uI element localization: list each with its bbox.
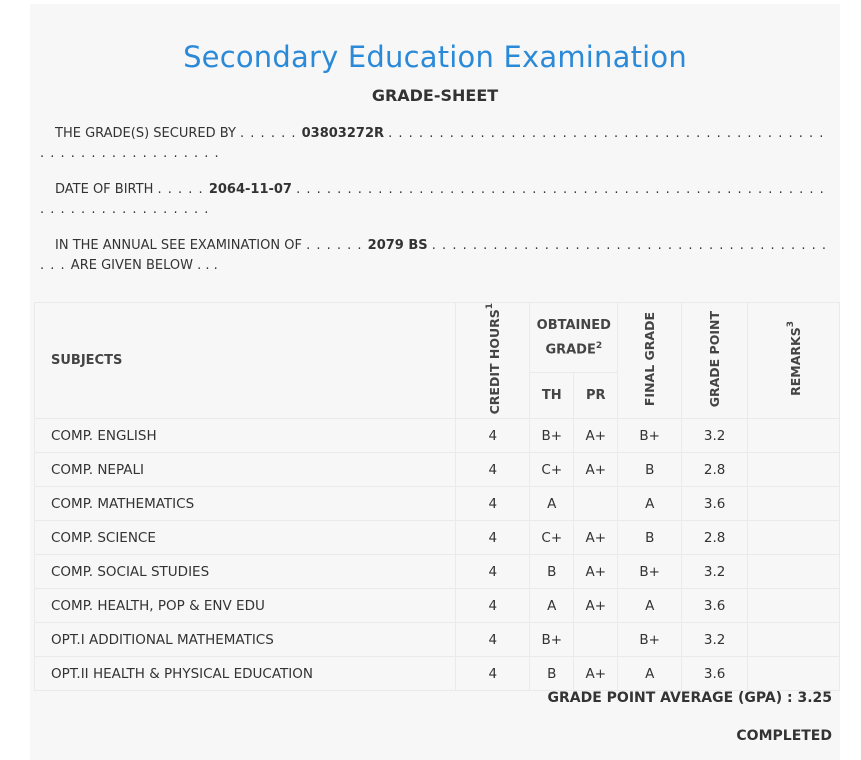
remarks-cell [748, 657, 840, 691]
header-final-grade: FINAL GRADE [618, 303, 682, 419]
grade-point-cell: 3.2 [682, 555, 748, 589]
gpa-label: GRADE POINT AVERAGE (GPA) : [547, 690, 793, 706]
table-row [35, 453, 840, 487]
header-obtained-grade: OBTAINED GRADE$^2$ [530, 303, 618, 373]
th-grade-cell: B [530, 657, 574, 691]
header-credit-hours: CREDIT HOURS$^1$ [456, 303, 530, 419]
remarks-cell [748, 453, 840, 487]
credit-cell: 4 [456, 521, 530, 555]
table-row [35, 555, 840, 589]
symbol-number: 03803272R [301, 126, 384, 141]
grade-point-cell: 3.2 [682, 623, 748, 657]
header-subjects: SUBJECTS [35, 303, 456, 419]
grades-table [34, 302, 840, 691]
th-grade-cell: C+ [530, 453, 574, 487]
remarks-cell [748, 589, 840, 623]
grade-point-cell: 3.6 [682, 589, 748, 623]
credit-cell: 4 [456, 487, 530, 521]
final-grade-cell: B [618, 521, 682, 555]
final-grade-cell: A [618, 487, 682, 521]
th-grade-cell: C+ [530, 521, 574, 555]
gpa-summary [548, 690, 833, 706]
grade-point-cell: 3.6 [682, 487, 748, 521]
th-grade-cell: B+ [530, 623, 574, 657]
grade-point-cell: 2.8 [682, 521, 748, 555]
exam-year: 2079 BS [367, 238, 428, 253]
th-grade-cell: A [530, 487, 574, 521]
final-grade-cell: B+ [618, 555, 682, 589]
table-row [35, 657, 840, 691]
page-subtitle: GRADE-SHEET [371, 86, 499, 105]
subject-cell: COMP. NEPALI [35, 453, 456, 487]
result-status: COMPLETED [736, 728, 832, 744]
final-grade-cell: B+ [618, 419, 682, 453]
subject-cell: COMP. HEALTH, POP & ENV EDU [35, 589, 456, 623]
remarks-cell [748, 555, 840, 589]
pr-grade-cell [574, 487, 618, 521]
credit-cell: 4 [456, 453, 530, 487]
final-grade-cell: A [618, 589, 682, 623]
subject-cell: OPT.I ADDITIONAL MATHEMATICS [35, 623, 456, 657]
secured-by-line: THE GRADE(S) SECURED BY . . . . . . 03803272R . . . . . . . . . . . . . . . . . . . . . . . . . . . . . . . . . . . . . . . . . . . . . . . . . . . . . . . . . . . . . [40, 126, 825, 161]
secured-by-label: THE GRADE(S) SECURED BY [55, 126, 236, 141]
subject-cell: COMP. SCIENCE [35, 521, 456, 555]
table-row [35, 521, 840, 555]
table-row [35, 419, 840, 453]
gpa-value: 3.25 [797, 690, 832, 706]
remarks-cell [748, 521, 840, 555]
table-row [35, 623, 840, 657]
pr-grade-cell: A+ [574, 657, 618, 691]
credit-cell: 4 [456, 419, 530, 453]
pr-grade-cell [574, 623, 618, 657]
th-grade-cell: B [530, 555, 574, 589]
grade-point-cell: 3.2 [682, 419, 748, 453]
credit-cell: 4 [456, 623, 530, 657]
credit-cell: 4 [456, 589, 530, 623]
exam-label: IN THE ANNUAL SEE EXAMINATION OF [55, 238, 302, 253]
subject-cell: COMP. ENGLISH [35, 419, 456, 453]
pr-grade-cell: A+ [574, 589, 618, 623]
final-grade-cell: B [618, 453, 682, 487]
exam-line: IN THE ANNUAL SEE EXAMINATION OF . . . . . . 2079 BS . . . . . . . . . . . . . . . . . . . . . . . . . . . . . . . . . . . . . . . . . . ARE GIVEN BELOW . . . [40, 238, 827, 273]
table-header-row [35, 303, 840, 373]
subject-cell: OPT.II HEALTH & PHYSICAL EDUCATION [35, 657, 456, 691]
th-grade-cell: A [530, 589, 574, 623]
th-grade-cell: B+ [530, 419, 574, 453]
header-pr: PR [574, 373, 618, 419]
dob-line: DATE OF BIRTH . . . . . 2064-11-07 . . . . . . . . . . . . . . . . . . . . . . . . . . . . . . . . . . . . . . . . . . . . . . . . . . . . . . . . . . . . . . . . . . . . . [40, 182, 825, 217]
grade-sheet [30, 4, 840, 760]
date-of-birth: 2064-11-07 [208, 182, 292, 197]
header-remarks: REMARKS$^3$ [748, 303, 840, 419]
table-row [35, 589, 840, 623]
final-grade-cell: A [618, 657, 682, 691]
page-title: Secondary Education Examination [183, 40, 687, 74]
subject-cell: COMP. SOCIAL STUDIES [35, 555, 456, 589]
pr-grade-cell: A+ [574, 521, 618, 555]
table-row [35, 487, 840, 521]
pr-grade-cell: A+ [574, 453, 618, 487]
subject-cell: COMP. MATHEMATICS [35, 487, 456, 521]
grade-point-cell: 3.6 [682, 657, 748, 691]
final-grade-cell: B+ [618, 623, 682, 657]
remarks-cell [748, 623, 840, 657]
credit-cell: 4 [456, 657, 530, 691]
remarks-cell [748, 487, 840, 521]
grades-body [35, 419, 840, 691]
pr-grade-cell: A+ [574, 555, 618, 589]
grade-point-cell: 2.8 [682, 453, 748, 487]
credit-cell: 4 [456, 555, 530, 589]
dob-label: DATE OF BIRTH [55, 182, 154, 197]
pr-grade-cell: A+ [574, 419, 618, 453]
header-th: TH [530, 373, 574, 419]
remarks-cell [748, 419, 840, 453]
header-grade-point: GRADE POINT [682, 303, 748, 419]
exam-suffix: ARE GIVEN BELOW . . . [70, 258, 218, 273]
